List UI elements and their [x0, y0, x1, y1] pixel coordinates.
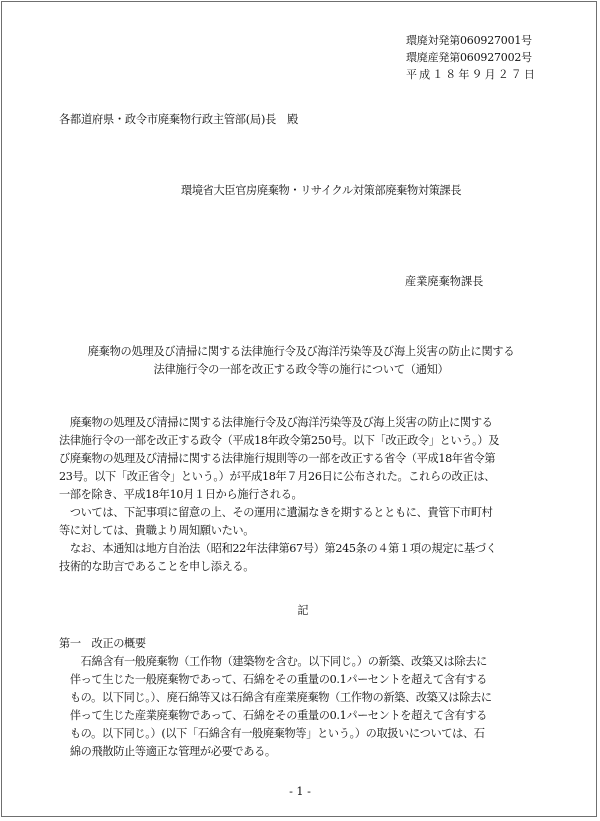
- body-text: [59, 414, 559, 576]
- addressee: 各都道府県・政令市廃棄物行政主管部(局)長 殿: [59, 113, 299, 126]
- body-line: 技術的な助言であることを申し添える。: [59, 560, 255, 573]
- ki-heading: 記: [297, 604, 309, 617]
- body-line: 23号。以下「改正省令」という。）が平成18年７月26日に公布された。これらの改正は、: [59, 470, 495, 483]
- section-line: 伴って生じた一般廃棄物であって、石綿をその重量の0.1パーセントを超えて含有する: [59, 673, 488, 686]
- sender-primary: 環境省大臣官房廃棄物・リサイクル対策部廃棄物対策課長: [181, 184, 462, 197]
- reference-number-1: 環廃対発第060927001号: [406, 34, 532, 47]
- body-line: 法律施行令の一部を改正する政令（平成18年政令第250号。以下「改正政令」という。）及: [59, 434, 500, 447]
- title-line: 廃棄物の処理及び清掃に関する法律施行令及び海洋汚染等及び海上災害の防止に関する: [87, 345, 515, 358]
- section-heading: 第一 改正の概要: [59, 637, 146, 650]
- body-line: 一部を除き、平成18年10月１日から施行される。: [59, 488, 303, 501]
- body-line: 等に対しては、貴職より周知願いたい。: [59, 524, 255, 537]
- title-line: 法律施行令の一部を改正する政令等の施行について（通知）: [153, 363, 449, 376]
- reference-number-2: 環廃産発第060927002号: [406, 51, 532, 64]
- section-line: 綿の飛散防止等適正な管理が必要である。: [59, 745, 276, 758]
- section-line: もの。以下同じ。）、廃石綿等又は石綿含有産業廃棄物（工作物の新築、改築又は除去に: [59, 691, 492, 704]
- section-line: 伴って生じた産業廃棄物であって、石綿をその重量の0.1パーセントを超えて含有する: [59, 709, 488, 722]
- document-title: [56, 343, 546, 379]
- section-overview: [59, 635, 559, 761]
- body-line: ついては、下記事項に留意の上、その運用に遺漏なきを期するとともに、貴管下市町村: [59, 506, 493, 519]
- section-line: もの。以下同じ。）(以下「石綿含有一般廃棄物等」という。）の取扱いについては、石: [59, 727, 485, 740]
- sender-secondary: 産業廃棄物課長: [405, 275, 484, 288]
- document-page: [1, 1, 597, 817]
- section-line: 石綿含有一般廃棄物（工作物（建築物を含む。以下同じ。）の新築、改築又は除去に: [59, 655, 487, 668]
- page-number: - 1 -: [289, 785, 311, 798]
- body-line: 廃棄物の処理及び清掃に関する法律施行令及び海洋汚染等及び海上災害の防止に関する: [59, 416, 493, 429]
- body-line: び廃棄物の処理及び清掃に関する法律施行規則等の一部を改正する省令（平成18年省令第: [59, 452, 496, 465]
- reference-block: [406, 32, 556, 83]
- issue-date: 平成１８年９月２７日: [406, 68, 537, 81]
- body-line: なお、本通知は地方自治法（昭和22年法律第67号）第245条の４第１項の規定に基づく: [59, 542, 497, 555]
